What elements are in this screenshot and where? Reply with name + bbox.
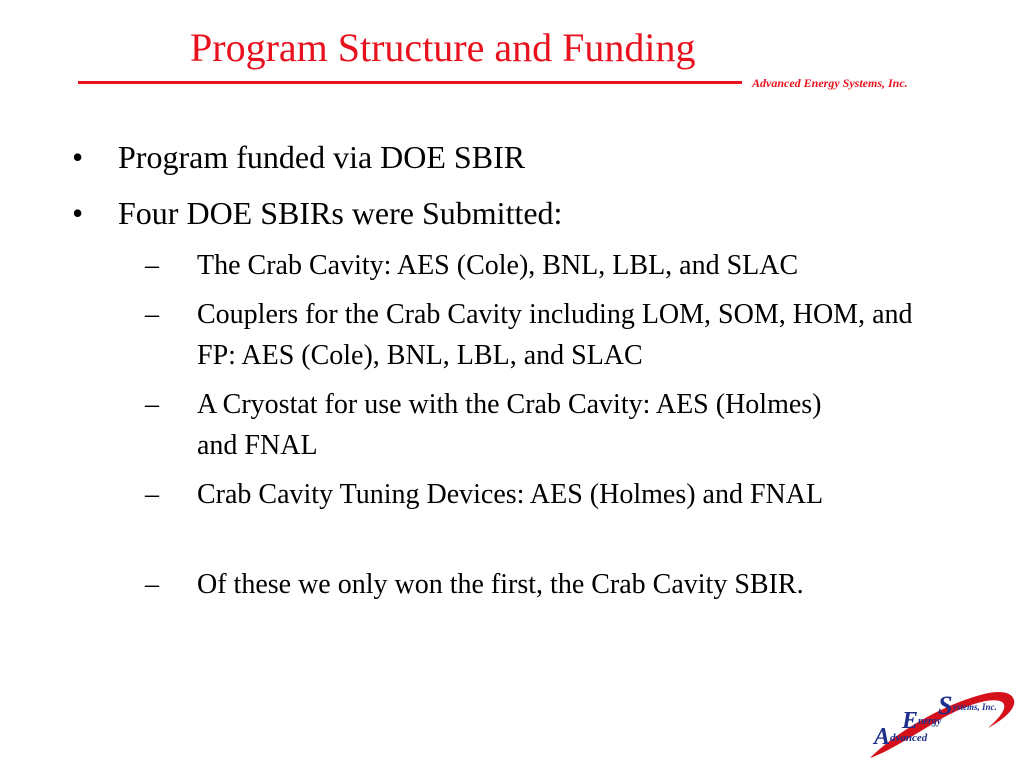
sub-bullet-text: Of these we only won the first, the Crab Cavity SBIR.: [197, 569, 804, 600]
bullet-marker: •: [72, 139, 84, 175]
logo-letter-e: E: [902, 708, 919, 734]
sub-bullet-text: The Crab Cavity: AES (Cole), BNL, LBL, and SLAC: [197, 250, 799, 281]
bullet-marker: •: [72, 195, 84, 231]
logo-text-advanced: dvanced: [890, 732, 928, 744]
sub-bullet-marker: –: [145, 250, 159, 281]
bullet-item: [72, 194, 938, 232]
sub-bullet-marker: –: [145, 569, 159, 600]
sub-bullet-marker: –: [145, 479, 159, 510]
company-name: Advanced Energy Systems, Inc.: [752, 76, 908, 90]
sub-bullet-text: Crab Cavity Tuning Devices: AES (Holmes) and FNAL: [197, 479, 824, 510]
bullet-text: Four DOE SBIRs were Submitted:: [118, 195, 563, 231]
sub-bullet-item: [145, 564, 977, 605]
title-underline: [78, 81, 742, 84]
bullet-text: Program funded via DOE SBIR: [118, 139, 526, 175]
sub-bullet-marker: –: [145, 299, 159, 330]
sub-bullet-text: A Cryostat for use with the Crab Cavity: AES (Holmes) and FNAL: [197, 389, 822, 461]
company-logo: [866, 686, 1016, 760]
sub-bullet-item: [145, 245, 977, 286]
logo-letter-a: A: [874, 724, 891, 750]
sub-bullet-item: [145, 384, 847, 466]
sub-bullet-text: Couplers for the Crab Cavity including LOM, SOM, HOM, and FP: AES (Cole), BNL, LBL, and SLAC: [197, 299, 913, 371]
logo-letter-s: S: [938, 691, 953, 720]
sub-bullet-item: [145, 474, 887, 515]
logo-text-systems: ystems, Inc.: [953, 702, 997, 712]
sub-bullet-marker: –: [145, 389, 159, 420]
sub-bullet-item: [145, 294, 927, 376]
logo-text-energy: nergy: [918, 716, 942, 727]
bullet-item: [72, 138, 938, 176]
slide-title: Program Structure and Funding: [190, 25, 696, 70]
